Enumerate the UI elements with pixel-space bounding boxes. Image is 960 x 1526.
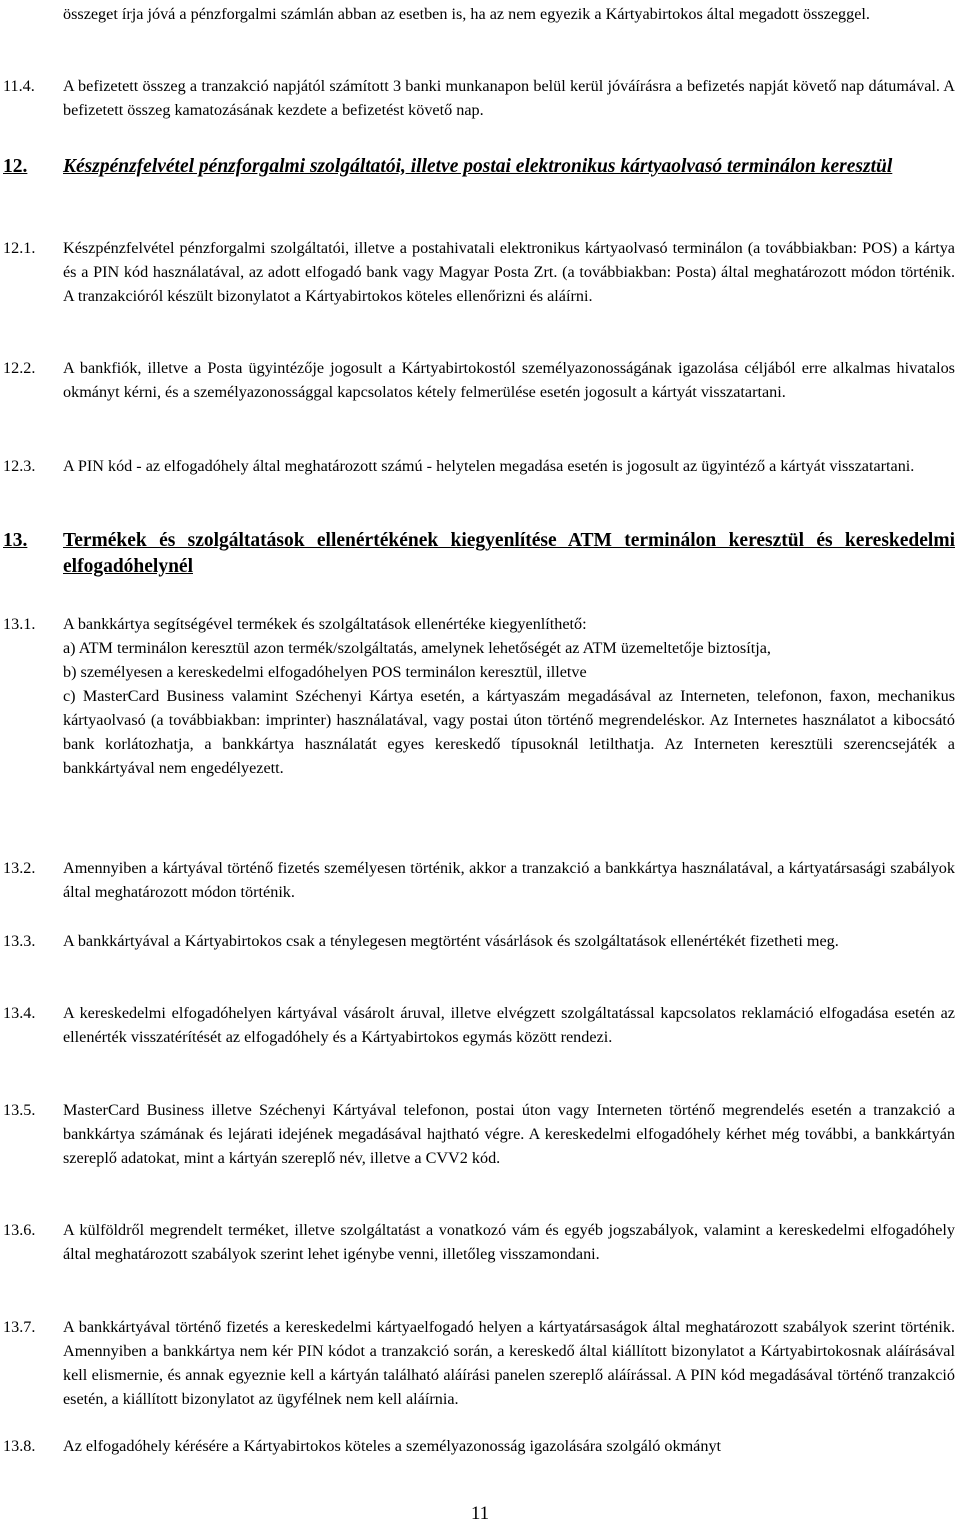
paragraph-number: 12.3.	[3, 457, 36, 475]
paragraph-number: 13.7.	[3, 1318, 36, 1336]
list-item-b: b) személyesen a kereskedelmi elfogadóhelyen POS terminálon keresztül, illetve	[63, 663, 587, 681]
list-item-c: c) MasterCard Business valamint Széchenyi Kártya esetén, a kártyaszám megadásával az Interneten, telefonon, faxon, mechanikus kártyaolvasó (a továbbiakban: imprinter) használatával, vagy postai úton történő megrendeléskor. Az Internetes használatot a kibocsátó bank korlátozhatja, a bankkártya használatát egyes kereskedő típusoknál letilthatja. Az Interneten keresztüli szerencsejáték a bankkártyával nem engedélyezett.	[63, 687, 955, 777]
list-item-a: a) ATM terminálon keresztül azon termék/szolgáltatás, amelynek lehetőségét az ATM üzemeltetője biztosítja,	[63, 639, 771, 657]
paragraph-text: A bankfiók, illetve a Posta ügyintézője jogosult a Kártyabirtokostól személyazonosságának igazolása céljából erre alkalmas hivatalos okmányt kérni, és a személyazonossággal kapcsolatos kétely felmerülése esetén jogosult a kártyát visszatartani.	[63, 359, 955, 401]
paragraph-text: A befizetett összeg a tranzakció napjától számított 3 banki munkanapon belül kerül jóváírásra a befizetés napját követő nap dátumával. A befizetett összeg kamatozásának kezdete a befizetést követő nap.	[63, 77, 955, 119]
paragraph-text: A bankkártyával a Kártyabirtokos csak a ténylegesen megtörtént vásárlások és szolgáltatások ellenértékét fizetheti meg.	[63, 932, 839, 950]
section-number: 12.	[3, 156, 28, 177]
section-title: Készpénzfelvétel pénzforgalmi szolgáltatói, illetve postai elektronikus kártyaolvasó terminálon keresztül	[63, 156, 893, 177]
paragraph-text: Amennyiben a kártyával történő fizetés személyesen történik, akkor a tranzakció a bankkártya használatával, a kártyatársasági szabályok által meghatározott módon történik.	[63, 859, 955, 901]
paragraph-number: 12.1.	[3, 239, 36, 257]
paragraph-text: A kereskedelmi elfogadóhelyen kártyával vásárolt áruval, illetve elvégzett szolgáltatással kapcsolatos reklamáció elfogadása esetén az ellenérték visszatérítését az elfogadóhely és a Kártyabirtokos egymás között rendezi.	[63, 1004, 955, 1046]
paragraph-text: Az elfogadóhely kérésére a Kártyabirtokos köteles a személyazonosság igazolására szolgáló okmányt	[63, 1437, 722, 1455]
paragraph-number: 13.5.	[3, 1101, 36, 1119]
paragraph-lead: A bankkártya segítségével termékek és szolgáltatások ellenértéke kiegyenlíthető:	[63, 615, 587, 633]
paragraph-number: 13.6.	[3, 1221, 36, 1239]
paragraph-number: 13.4.	[3, 1004, 36, 1022]
intro-text: összeget írja jóvá a pénzforgalmi számlán abban az esetben is, ha az nem egyezik a Kártyabirtokos által megadott összeggel.	[63, 5, 870, 23]
paragraph-text: A PIN kód - az elfogadóhely által meghatározott számú - helytelen megadása esetén is jogosult az ügyintéző a kártyát visszatartani.	[63, 457, 915, 475]
paragraph-text: MasterCard Business illetve Széchenyi Kártyával telefonon, postai úton vagy Interneten történő megrendelés esetén a tranzakció a bankkártya számának és lejárati idejének megadásával hajtható végre. A kereskedelmi elfogadóhely kérhet még további, a bankkártyán szereplő adatokat, mint a kártyán szereplő név, illetve a CVV2 kód.	[63, 1101, 955, 1167]
paragraph-number: 11.4.	[3, 77, 35, 95]
paragraph-text: Készpénzfelvétel pénzforgalmi szolgáltatói, illetve a postahivatali elektronikus kártyaolvasó terminálon (a továbbiakban: POS) a kártya és a PIN kód használatával, az adott elfogadó bank vagy Magyar Posta Zrt. (a továbbiakban: Posta) által meghatározott módon történik. A tranzakcióról készült bizonylatot a Kártyabirtokos köteles ellenőrizni és aláírni.	[63, 239, 955, 305]
paragraph-text	[63, 612, 955, 780]
paragraph-number: 13.8.	[3, 1437, 36, 1455]
paragraph-number: 13.1.	[3, 615, 36, 633]
section-number: 13.	[3, 530, 28, 551]
section-title: Termékek és szolgáltatások ellenértékének kiegyenlítése ATM terminálon keresztül és kereskedelmi elfogadóhelynél	[63, 530, 955, 577]
paragraph-number: 13.3.	[3, 932, 36, 950]
paragraph-number: 12.2.	[3, 359, 36, 377]
paragraph-number: 13.2.	[3, 859, 36, 877]
page-number: 11	[470, 1503, 490, 1524]
paragraph-text: A külföldről megrendelt terméket, illetve szolgáltatást a vonatkozó vám és egyéb jogszabályok, valamint a kereskedelmi elfogadóhely által meghatározott szabályok szerint lehet igénybe venni, illetőleg visszamondani.	[63, 1221, 955, 1263]
paragraph-text: A bankkártyával történő fizetés a kereskedelmi kártyaelfogadó helyen a kártyatársaságok által meghatározott szabályok szerint történik. Amennyiben a bankkártya nem kér PIN kódot a tranzakció során, a kereskedő által kiállított bizonylatot a Kártyabirtokosnak aláírásával kell elismernie, és annak egyeznie kell a kártyán található aláírási panelen szereplő aláírással. A PIN kód megadásával történő tranzakció esetén, a kiállított bizonylatot az ügyfélnek nem kell aláírnia.	[63, 1318, 955, 1408]
